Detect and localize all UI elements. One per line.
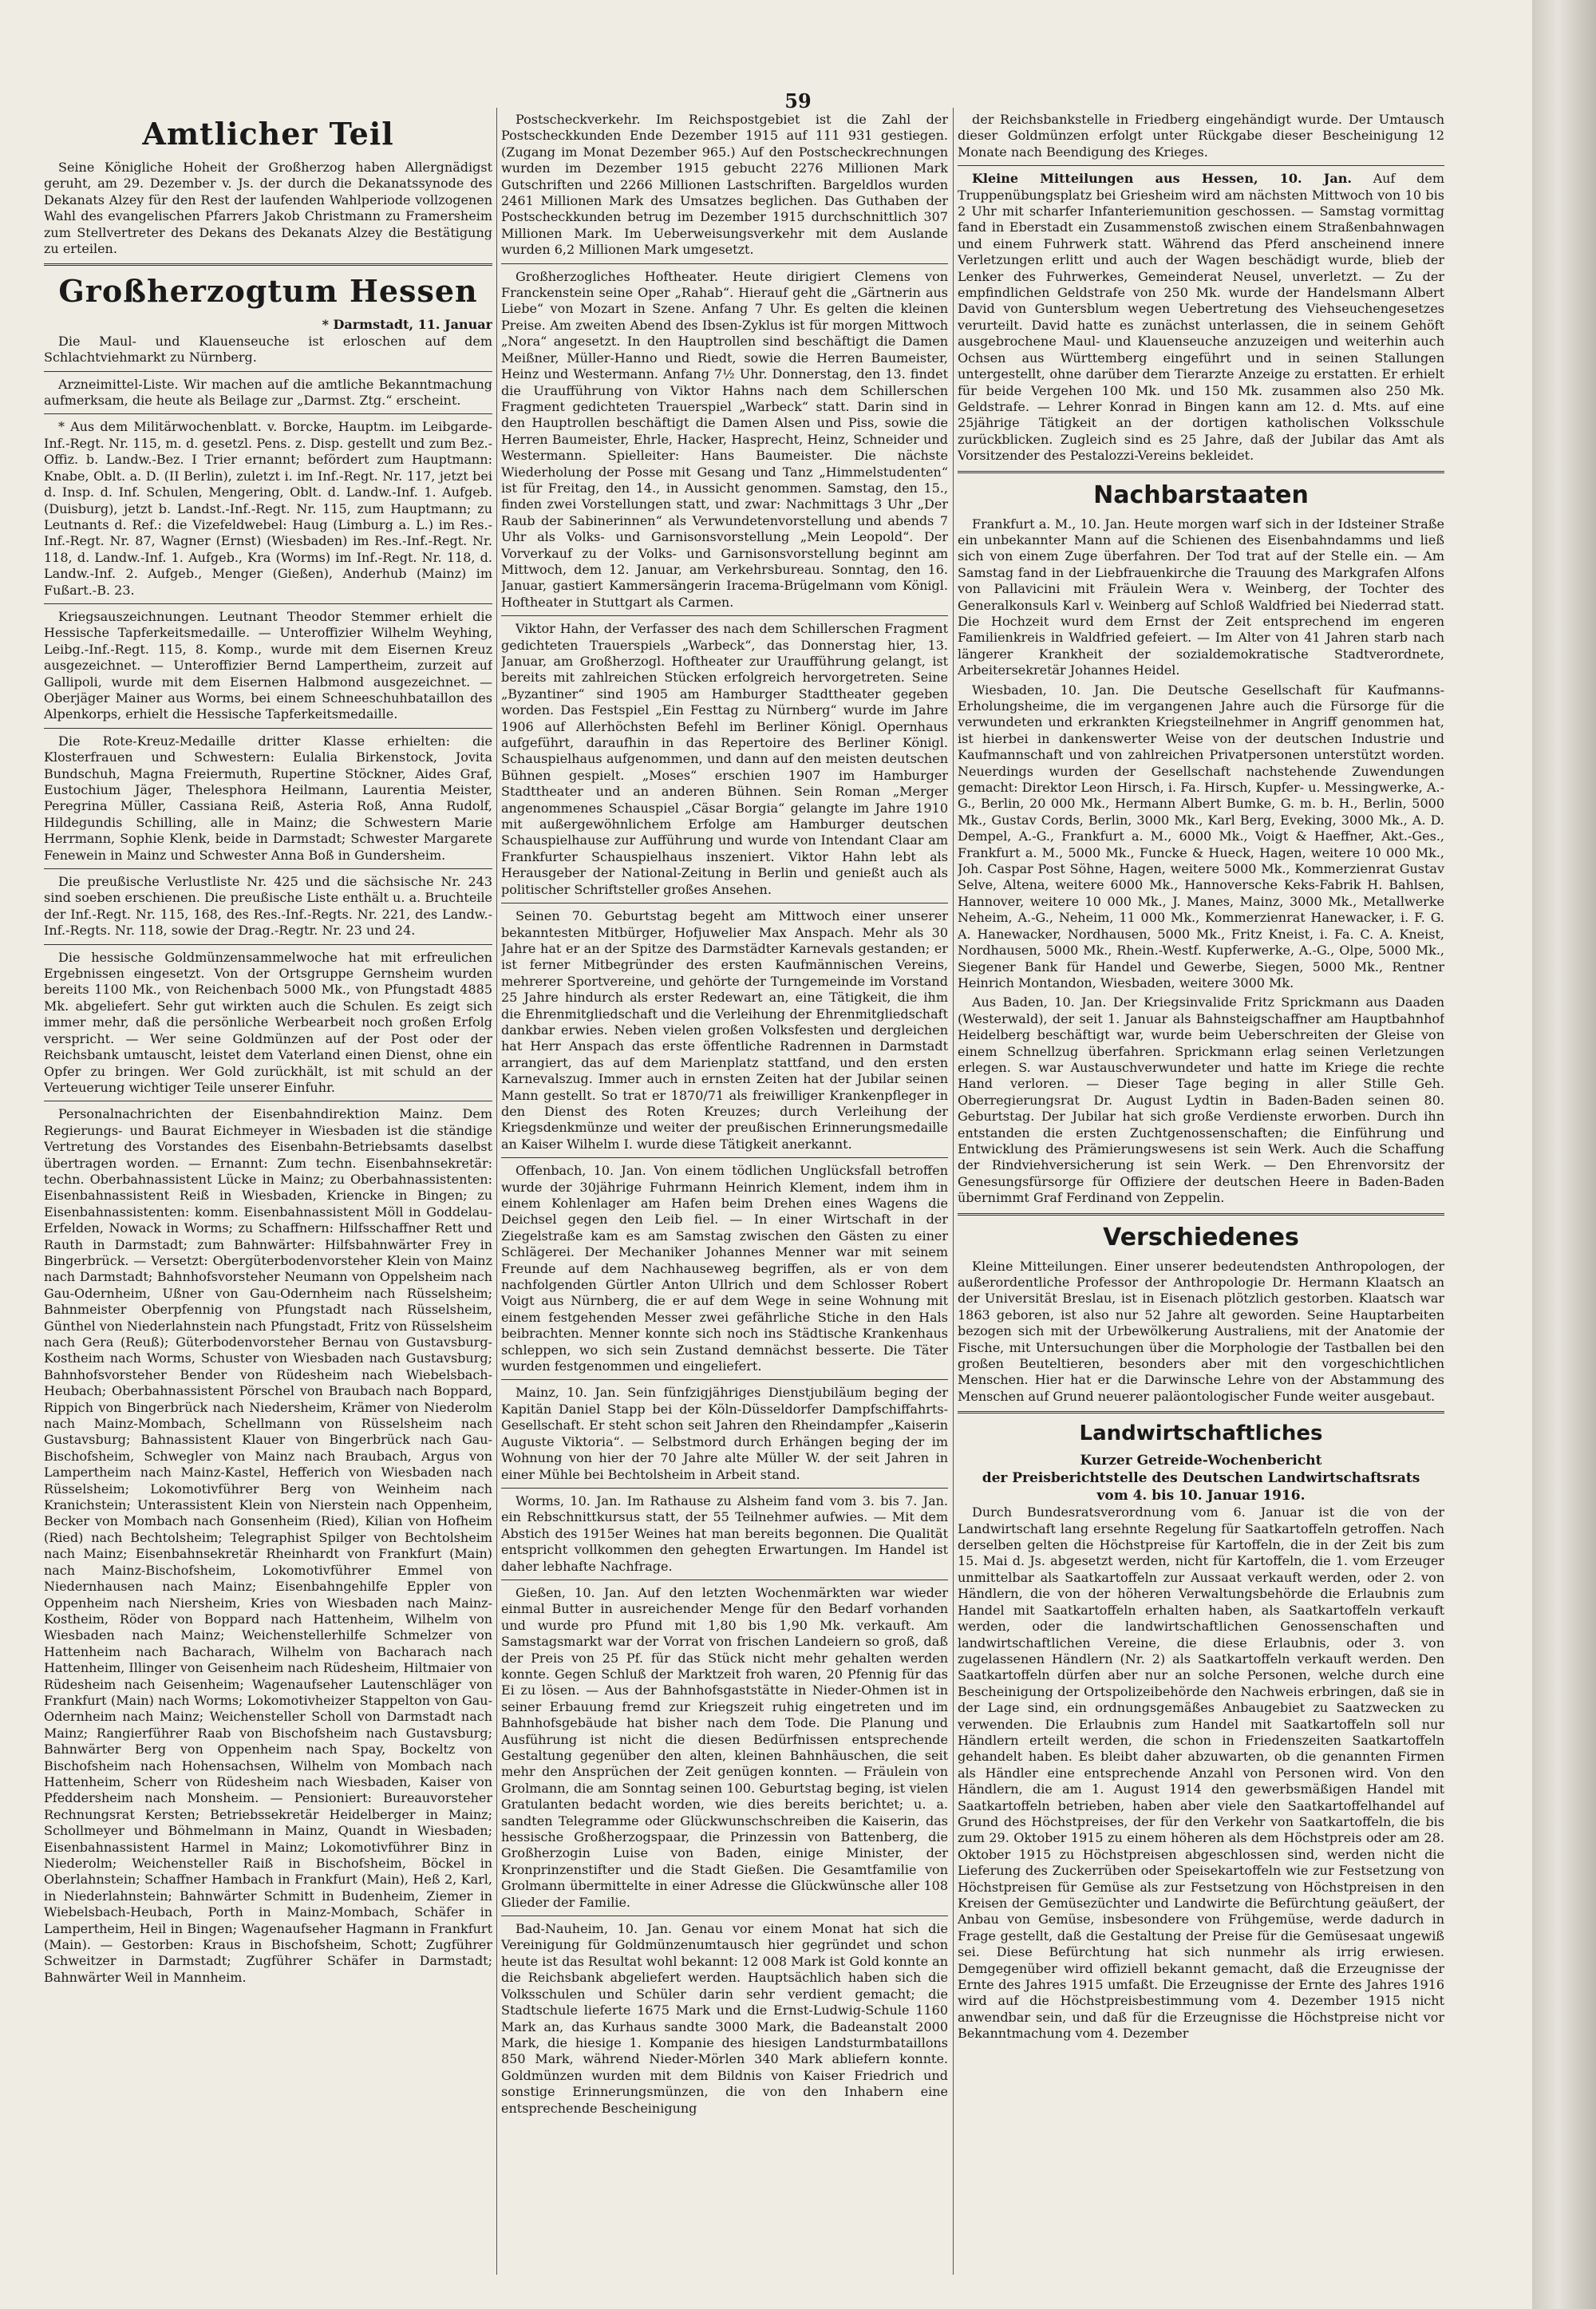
- section-divider: [958, 1213, 1444, 1216]
- personalnachrichten-article: Personalnachrichten der Eisenbahndirektion Mainz. Dem Regierungs- und Baurat Eichmeyer in Wiesbaden ist die ständige Vertretung des Vorstandes des Eisenbahn-Betriebsamts daselbst übertragen worden. — Ernannt: Zum techn. Eisenbahnsekretär: techn. Oberbahnassistent Lücke in Mainz; zu Oberbahnassistenten: Eisenbahnassistent Reiß in Wiesbaden, Kriencke in Bingen; zu Eisenbahnassistenten: komm. Eisenbahnassistent Möll in Goddelau-Erfelden, Nowack in Worms; zu Schaffnern: Hilfsschaffner Rett und Rauth in Darmstadt; zum Bahnwärter: Hilfsbahnwärter Frey in Bingerbrück. — Versetzt: Obergüterbodenvorsteher Klein von Mainz nach Darmstadt; Bahnhofsvorsteher Neumann von Oppelsheim nach Gau-Odernheim, Ußner von Gau-Odernheim nach Rüsselsheim; Bahnmeister Oberpfennig von Pfungstadt nach Rüsselsheim, Günthel von Niederlahnstein nach Pfungstadt, Fritz von Rüsselsheim nach Gera (Reuß); Güterbodenvorsteher Bernau von Gustavsburg-Kostheim nach Worms, Schuster von Wiesbaden nach Gustavsburg; Bahnhofsvorsteher Bender von Rüdesheim nach Wiebelsbach-Heubach; Oberbahnassistent Pörschel von Braubach nach Boppard, Rippich von Bingerbrück nach Niedersheim, Krämer von Niederolm nach Mainz-Mombach, Schellmann von Rüsselsheim nach Gustavsburg; Bahnassistent Klauer von Bingerbrück nach Gau-Bischofsheim, Schwegler von Mainz nach Braubach, Argus von Lampertheim nach Mainz-Kastel, Hefferich von Wiesbaden nach Rüsselsheim; Lokomotivführer Berg von Weinheim nach Kranichstein; Unterassistent Klein von Nierstein nach Oppenheim, Becker von Mombach nach Gonsenheim (Ried), Kilian von Hofheim (Ried) nach Bechtolsheim; Telegraphist Spilger von Bechtolsheim nach Mainz; Eisenbahnsekretär Rheinhardt von Frankfurt (Main) nach Mainz-Bischofsheim, Lokomotivführer Emmel von Niedernhausen nach Mainz; Eisenbahngehilfe Eppler von Oppenheim nach Niersheim, Kries von Wiesbaden nach Mainz-Kostheim, Röder von Boppard nach Hattenheim, Wilhelm von Wiesbaden nach Mainz; Weichenstellerhilfe Schmelzer von Hattenheim nach Bacharach, Wilhelm von Bacharach nach Hattenheim, Illinger von Geisenheim nach Rüdesheim, Hiltmaier von Rüdesheim nach Geisenheim; Wagenaufseher Lautenschläger von Frankfurt (Main) nach Worms; Lokomotivheizer Stappelton von Gau-Odernheim nach Mainz; Weichensteller Scholl von Darmstadt nach Mainz; Rangierführer Raab von Bischofsheim nach Gustavsburg; Bahnwärter Berg von Oppenheim nach Spay, Bockeltz von Bischofsheim nach Hohensachsen, Wilhelm von Mombach nach Hattenheim, Scherr von Rüdesheim nach Wiesbaden, Kaiser von Pfeddersheim nach Monsheim. — Pensioniert: Bureauvorsteher Rechnungsrat Kersten; Betriebssekretär Heidelberger in Mainz; Schollmeyer und Böhmelmann in Mainz, Quandt in Wiesbaden; Eisenbahnassistent Harmel in Mainz; Lokomotivführer Binz in Niederolm; Weichensteller Raiß in Bischofsheim, Böckel in Oberlahnstein; Schaffner Hambach in Frankfurt (Main), Heß 2, Karl, in Niederlahnstein; Bahnwärter Schmitt in Budenheim, Ziemer in Wiebelsbach-Heubach, Porth in Mainz-Mombach, Schäfer in Lampertheim, Heil in Bingen; Wagenaufseher Hagmann in Frankfurt (Main). — Gestorben: Kraus in Bischofsheim, Schott; Zugführer Schweitzer in Darmstadt; Zugführer Schäfer in Darmstadt; Bahnwärter Weil in Mannheim.: [44, 1106, 492, 1985]
- bad-nauheim-article: Bad-Nauheim, 10. Jan. Genau vor einem Monat hat sich die Vereinigung für Goldmünzenumtausch hier gegründet und schon heute ist das Resultat wohl bekannt: 12 008 Mark ist Gold konnte an die Reichsbank abgeliefert werden. Hauptsächlich haben sich die Volksschulen und Schüler darin sehr verdient gemacht; die Stadtschule lieferte 1675 Mark und die Ernst-Ludwig-Schule 1160 Mark an, das Kurhaus sandte 3000 Mark, die Badeanstalt 2000 Mark, die hiesige 1. Kompanie des hiesigen Landsturmbataillons 850 Mark, während Nieder-Mörlen 340 Mark abliefern konnte. Goldmünzen wurden mit dem Bildnis von Kaiser Friedrich und sonstige Erinnerungsmünzen, die von den Inhabern eine entsprechende Bescheinigung: [501, 1921, 948, 2116]
- maul-klauen-article: Die Maul- und Klauenseuche ist erloschen auf dem Schlachtviehmarkt zu Nürnberg.: [44, 333, 492, 366]
- article-divider: [44, 413, 492, 414]
- wiesbaden-article: Wiesbaden, 10. Jan. Die Deutsche Gesellschaft für Kaufmanns-Erholungsheime, die im vergangenen Jahre auch die Fürsorge für die verwundeten und erkrankten Kriegsteilnehmer in Angriff genommen hat, ist hierbei in dankenswerter Weise von der deutschen Industrie und Kaufmannschaft und von zahlreichen Privatpersonen unterstützt worden. Neuerdings wurden der Gesellschaft nachstehende Zuwendungen gemacht: Direktor Leon Hirsch, i. Fa. Hirsch, Kupfer- u. Messingwerke, A.-G., Berlin, 20 000 Mk., Hermann Albert Bumke, G. m. b. H., Berlin, 5000 Mk., Gustav Cords, Berlin, 3000 Mk., Karl Berg, Eveking, 3000 Mk., A. D. Dempel, A.-G., Frankfurt a. M., 6000 Mk., Voigt & Haeffner, Akt.-Ges., Frankfurt a. M., 5000 Mk., Funcke & Hueck, Hagen, weitere 10 000 Mk., Joh. Caspar Post Söhne, Hagen, weitere 5000 Mk., Kommerzienrat Gustav Selve, Altena, weitere 6000 Mk., Hannoversche Keks-Fabrik H. Bahlsen, Hannover, weitere 10 000 Mk., J. Manes, Mainz, 3000 Mk., Metallwerke Neheim, A.-G., Neheim, 11 000 Mk., Kommerzienrat Hanewacker, i. F. G. A. Hanewacker, Nordhausen, 5000 Mk., Fritz Kneist, i. Fa. C. A. Kneist, Nordhausen, 5000 Mk., Rhein.-Westf. Kupferwerke, A.-G., Olpe, 5000 Mk., Siegener Bank für Handel und Gewerbe, Siegen, 5000 Mk., Rentner Heinrich Montandon, Wiesbaden, weitere 3000 Mk.: [958, 682, 1444, 990]
- offenbach-article: Offenbach, 10. Jan. Von einem tödlichen Unglücksfall betroffen wurde der 30jährige Fuhrmann Heinrich Klement, indem ihm in einem Kohlenlager am Hafen beim Drehen eines Wagens die Deichsel gegen den Leib fiel. — In einer Wirtschaft in der Ziegelstraße kam es am Samstag zwischen den Gästen zu einer Schlägerei. Der Mechaniker Johannes Menner war mit seinem Freunde auf dem Nachhauseweg begriffen, als er von dem nachfolgenden Gürtler Anton Ullrich und dem Schlosser Robert Voigt aus Nürnberg, die er auf dem Wege in seine Wohnung mit einem festgehenden Messer zwei gefährliche Stiche in den Hals beibrachten. Menner konnte sich noch ins Städtische Krankenhaus schleppen, wo sich sein Zustand demnächst besserte. Die Täter wurden festgenommen und eingeliefert.: [501, 1163, 948, 1374]
- article-divider: [44, 371, 492, 372]
- article-divider: [44, 868, 492, 869]
- worms-article: Worms, 10. Jan. Im Rathause zu Alsheim fand vom 3. bis 7. Jan. ein Rebschnittkursus statt, der 55 Teilnehmer aufwies. — Mit dem Abstich des 1915er Weines hat man bereits begonnen. Die Qualität entspricht vollkommen den gehegten Erwartungen. Im Handel ist daher lebhafte Nachfrage.: [501, 1493, 948, 1574]
- landwirtschaft-subheading-3: vom 4. bis 10. Januar 1916.: [1096, 1488, 1306, 1504]
- geburtstag-article: Seinen 70. Geburtstag begeht am Mittwoch einer unserer bekanntesten Mitbürger, Hofjuwelier Max Anspach. Mehr als 30 Jahre hat er an der Spitze des Darmstädter Karnevals gestanden; er ist ferner Mitbegründer des ersten Kaufmännischen Vereins, mehrerer Sportvereine, und gehörte der Turngemeinde im Vorstand 25 Jahre hindurch als erster Redewart an, eine Tätigkeit, die ihm die Ehrenmitgliedschaft und die Verleihung der Ehrenmitgliedschaft dankbar erwies. Neben vielen großen Volksfesten und dergleichen hat Herr Anspach das erste öffentliche Radrennen in Darmstadt arrangiert, das auf dem Marienplatz stattfand, und den ersten Karnevalszug. Immer auch in ernsten Zeiten hat der Jubilar seinen Mann gestellt. So trat er 1870/71 als freiwilliger Krankenpfleger in den Dienst des Roten Kreuzes; durch Verleihung der Kriegsdenkmünze und weiter der preußischen Erinnerungsmedaille an Kaiser Wilhelm I. wurde diese Tätigkeit anerkannt.: [501, 908, 948, 1152]
- article-divider: [501, 1157, 948, 1158]
- frankfurt-article: Frankfurt a. M., 10. Jan. Heute morgen warf sich in der Idsteiner Straße ein unbekannter Mann auf die Schienen des Eisenbahndamms und ließ sich von einem Zuge überfahren. Der Tod trat auf der Stelle ein. — Am Samstag fand in der Liebfrauenkirche die Trauung des Markgrafen Alfons von Pallavicini mit Fräulein Wera v. Weinberg, der Tochter des Generalkonsuls Karl v. Weinberg auf Schloß Waldfried bei Niederrad statt. Die Hochzeit wurd dem Ernst der Zeit entsprechend im engeren Familienkreis in Waldfried gefeiert. — Im Alter von 41 Jahren starb nach längerer Krankheit der sozialdemokratische Stadtverordnete, Arbeitersekretär Johannes Heidel.: [958, 516, 1444, 678]
- column-3: [958, 112, 1444, 2267]
- landwirtschaft-subheading-1: Kurzer Getreide-Wochenbericht: [1080, 1453, 1322, 1469]
- goldmuenzen-continuation: der Reichsbankstelle in Friedberg eingehändigt wurde. Der Umtausch dieser Goldmünzen erfolgt unter Rückgabe dieser Bescheinigung 12 Monate nach Beendigung des Krieges.: [958, 112, 1444, 160]
- arzneimittel-article: Arzneimittel-Liste. Wir machen auf die amtliche Bekanntmachung aufmerksam, die heute als Beilage zur „Darmst. Ztg.“ erscheint.: [44, 376, 492, 409]
- viktor-hahn-article: Viktor Hahn, der Verfasser des nach dem Schillerschen Fragment gedichteten Trauerspiels „Warbeck“, das Donnerstag hier, 13. Januar, am Großherzogl. Hoftheater zur Uraufführung gelangt, ist bereits mit zahlreichen Stücken erfolgreich hervorgetreten. Seine „Byzantiner“ sind 1905 am Hamburger Stadttheater gegeben worden. Das Festspiel „Ein Festtag zu Nürnberg“ wurde im Jahre 1906 auf Allerhöchsten Befehl im Berliner Königl. Opernhaus aufgeführt, daraufhin in das Repertoire des Berliner Königl. Schauspielhaus aufgenommen, und dann auf den meisten deutschen Bühnen gespielt. „Moses“ erschien 1907 im Hamburger Stadttheater und an anderen Bühnen. Sein Roman „Merger angenommenes Schauspiel „Cäsar Borgia“ gelangte im Jahre 1910 mit außergewöhnlichem Erfolge am Hamburger deutschen Schauspielhause zur Aufführung und wurde von Intendant Claar am Frankfurter Schauspielhaus inszeniert. Viktor Hahn lebt als Herausgeber der National-Zeitung in Berlin und genießt auch als politischer Schriftsteller großes Ansehen.: [501, 621, 948, 897]
- kleine-mitteilungen-hessen-article: [958, 171, 1444, 464]
- rote-kreuz-article: Die Rote-Kreuz-Medaille dritter Klasse erhielten: die Klosterfrauen und Schwestern: Eulalia Birkenstock, Jovita Bundschuh, Magna Freiermuth, Rupertine Stöckner, Aides Graf, Eustochium Jäger, Thelesphora Heilmann, Laurentia Meister, Peregrina Müller, Cassiana Reiß, Asteria Roß, Anna Rudolf, Hildegundis Schilling, alle in Mainz; die Schwestern Marie Herrmann, Sophie Klenk, beide in Darmstadt; Schwester Margarete Fenewein in Mainz und Schwester Anna Boß in Gundersheim.: [44, 733, 492, 863]
- verlustliste-article: Die preußische Verlustliste Nr. 425 und die sächsische Nr. 243 sind soeben erschienen. Die preußische Liste enthält u. a. Bruchteile der Inf.-Regt. Nr. 115, 168, des Res.-Inf.-Regts. Nr. 221, des Landw.-Inf.-Regts. Nr. 118, sowie der Drag.-Regtr. Nr. 23 und 24.: [44, 874, 492, 939]
- kleine-mitteilungen-hessen-lead: Kleine Mitteilungen aus Hessen, 10. Jan.: [972, 171, 1352, 187]
- verschiedenes-heading: Verschiedenes: [1103, 1223, 1299, 1251]
- kriegsauszeichnungen-article: Kriegsauszeichnungen. Leutnant Theodor Stemmer erhielt die Hessische Tapferkeitsmedaille. — Unteroffizier Wilhelm Weyhing, Leibg.-Inf.-Regt. 115, 8. Komp., wurde mit dem Eisernen Kreuz ausgezeichnet. — Unteroffizier Bernd Lampertheim, zurzeit auf Gallipoli, wurde mit dem Eisernen Halbmond ausgezeichnet. — Oberjäger Mainer aus Worms, bei einem Schneeschuhbataillon des Alpenkorps, erhielt die Hessische Tapferkeitsmedaille.: [44, 608, 492, 722]
- postscheck-article: Postscheckverkehr. Im Reichspostgebiet ist die Zahl der Postscheckkunden Ende Dezember 1915 auf 111 931 gestiegen. (Zugang im Monat Dezember 965.) Auf den Postscheckrechnungen wurden im Dezember 1915 gebucht 2276 Millionen Mark Gutschriften und 2266 Millionen Lastschriften. Bargeldlos wurden 2461 Millionen Mark des Umsatzes beglichen. Das Guthaben der Postscheckkunden betrug im Dezember 1915 durchschnittlich 307 Millionen Mark. Im Ueberweisungsverkehr mit dem Auslande wurden 6,2 Millionen Mark umgesetzt.: [501, 112, 948, 258]
- article-divider: [501, 263, 948, 264]
- landwirtschaft-article: Durch Bundesratsverordnung vom 6. Januar ist die von der Landwirtschaft lang ersehnte Regelung für Saatkartoffeln getroffen. Nach derselben gelten die Höchstpreise für Kartoffeln, die in der Zeit bis zum 15. Mai d. Js. abgesetzt werden, nicht für Kartoffeln, die 1. vom Erzeuger unmittelbar als Saatkartoffeln zur Aussaat verkauft werden, oder 2. von Händlern, die von der höheren Verwaltungsbehörde die Erlaubnis zum Handel mit Saatkartoffeln erhalten haben, als Saatkartoffeln verkauft werden, oder die landwirtschaftlichen Genossenschaften und landwirtschaftlichen Vereine, die diese Erlaubnis, oder 3. von zugelassenen Händlern (Nr. 2) als Saatkartoffeln verkauft werden. Den Saatkartoffeln dürfen aber nur an solche Personen, welche durch eine Bescheinigung der Ortspolizeibehörde den Nachweis erbringen, daß sie in der Lage sind, ein ordnungsgemäßes Anbaugebiet zu Saatzwecken zu verwenden. Die Erlaubnis zum Handel mit Saatkartoffeln soll nur Händlern erteilt werden, die schon in Friedenszeiten Saatkartoffeln gehandelt haben. Es bleibt daher abzuwarten, ob die genannten Firmen als Händler eine entsprechende Anzahl von Personen wird. Von den Händlern, die am 1. August 1914 den gewerbsmäßigen Handel mit Saatkartoffeln betrieben, haben aber viele den Saatkartoffelhandel auf Grund des Höchstpreises, der für den Verkehr von Saatkartoffeln, die bis zum 29. Oktober 1915 zu einem höheren als dem Höchstpreis oder am 28. Oktober 1915 zu Höchstpreisen abgeschlossen sind, werden nicht die Lieferung des Zuckerrüben oder Speisekartoffeln wie zur Festsetzung von Höchstpreisen für Gemüse als zur Festsetzung von Höchstpreisen in den Kreisen der Gemüsezüchter und Landwirte die Befürchtung geäußert, der Anbau von Gemüse, insbesondere von Frühgemüse, werde dadurch in Frage gestellt, daß die Gestaltung der Preise für die Gemüsesaat ungewiß sei. Diese Befürchtung hat sich nunmehr als irrig erwiesen. Demgegenüber wird offiziell bekannt gemacht, daß die Erzeugnisse der Ernte des Jahres 1915 umfaßt. Die Erzeugnisse der Ernte des Jahres 1916 wird auf die Höchstpreisbestimmung vom 4. Dezember 1915 nicht anwendbar sein, und daß für die Erzeugnisse die Höchstpreise nicht vor Bekanntmachung vom 4. Dezember: [958, 1504, 1444, 2042]
- nachbarstaaten-heading: Nachbarstaaten: [1093, 480, 1309, 509]
- landwirtschaft-subheading-2: der Preisberichtstelle des Deutschen Landwirtschaftsrats: [982, 1470, 1420, 1487]
- militaerwochenblatt-article: * Aus dem Militärwochenblatt. v. Borcke, Hauptm. im Leibgarde-Inf.-Regt. Nr. 115, m. d. gesetzl. Pens. z. Disp. gestellt und zum Bez.-Offiz. b. Landw.-Bez. I Trier ernannt; befördert zum Hauptmann: Knabe, Oblt. a. D. (II Berlin), zuletzt i. im Inf.-Regt. Nr. 117, jetzt bei d. Insp. d. Inf. Schulen, Mengering, Oblt. d. Landw.-Inf. 1. Aufgeb. (Duisburg), jetzt b. Landst.-Inf.-Regt. Nr. 115, zum Hauptmann; zu Leutnants d. Ref.: die Vizefeldwebel: Haug (Limburg a. L.) im Res.-Inf.-Regt. Nr. 87, Wagner (Ernst) (Wiesbaden) im Res.-Inf.-Regt. Nr. 118, d. Landw.-Inf. 1. Aufgeb., Kra (Worms) im Inf.-Regt. Nr. 118, d. Landw.-Inf. 2. Aufgeb., Menger (Gießen), Anderhub (Mainz) im Fußart.-B. 23.: [44, 419, 492, 598]
- column-rule-2: [953, 108, 954, 2275]
- article-divider: [958, 165, 1444, 166]
- amtlicher-teil-text: Seine Königliche Hoheit der Großherzog haben Allergnädigst geruht, am 29. Dezember v. Js. der durch die Dekanatssynode des Dekanats Alzey für den Rest der laufenden Wahlperiode vollzogenen Wahl des evangelischen Pfarrers Jakob Christmann zu Framersheim zum Stellvertreter des Dekans des Dekanats Alzey die Bestätigung zu erteilen.: [44, 160, 492, 257]
- kleine-mitteilungen-hessen-text: Auf dem Truppenübungsplatz bei Griesheim wird am nächsten Mittwoch von 10 bis 2 Uhr mit scharfer Infanteriemunition geschossen. — Samstag vormittag fand in Eberstadt ein Zusammenstoß zwischen einem Straßenbahnwagen und einem Fuhrwerk statt. Während das Pferd anscheinend innere Verletzungen erlitt und auch der Wagen beschädigt wurde, blieb der Lenker des Fuhrwerkes, Gemeinderat Neusel, unverletzt. — Zu der empfindlichen Geldstrafe von 250 Mk. wurde der Handelsmann Albert David von Guntersblum wegen Uebertretung des Viehseuchengesetzes verurteilt. David hatte es zunächst unterlassen, die in seinem Gehöft ausgebrochene Maul- und Klauenseuche anzuzeigen und weiterhin auch Ochsen aus Württemberg eingeführt und in seinen Stallungen untergestellt, ohne darüber dem Tierarzte Anzeige zu erstatten. Er erhielt für beide Vergehen 100 Mk. und 150 Mk. zusammen also 250 Mk. Geldstrafe. — Lehrer Konrad in Bingen kann am 12. d. Mts. auf eine 25jährige Tätigkeit an der dortigen katholischen Volksschule zurückblicken. Zugleich sind es 25 Jahre, daß der Jubilar das Amt als Vorsitzender des Pestalozzi-Vereins bekleidet.: [958, 171, 1444, 464]
- page-number: 59: [784, 89, 812, 113]
- hessen-dateline: * Darmstadt, 11. Januar: [322, 317, 492, 333]
- verschiedenes-article: Kleine Mitteilungen. Einer unserer bedeutendsten Anthropologen, der außerordentliche Professor der Anthropologie Dr. Hermann Klaatsch an der Universität Breslau, ist in Eisenach plötzlich gestorben. Klaatsch war 1863 geboren, ist also nur 52 Jahre alt geworden. Seine Hauptarbeiten bezogen sich mit der Urbewölkerung Australiens, mit der Anatomie der Fische, mit Untersuchungen über die Morphologie der Tastballen bei den großen Beuteltieren, besonders aber mit den vorgeschichtlichen Menschen. Hier hat er die Darwinsche Lehre von der Abstammung des Menschen auf Grund neuerer paläontologischer Funde weiter ausgebaut.: [958, 1258, 1444, 1404]
- column-1: [44, 112, 492, 2267]
- article-divider: [501, 1379, 948, 1380]
- page-binding-edge: [1532, 0, 1596, 2309]
- goldmuenzen-article: Die hessische Goldmünzensammelwoche hat mit erfreulichen Ergebnissen eingesetzt. Von der Ortsgruppe Gernsheim wurden bereits 1100 Mk., von Reichenbach 5000 Mk., von Pfungstadt 4885 Mk. abgeliefert. Sehr gut wirkten auch die Schulen. Es zeigt sich immer mehr, daß die persönliche Werbearbeit noch großen Erfolg verspricht. — Wer seine Goldmünzen auf der Post oder der Reichsbank umtauscht, leistet dem Vaterland einen Dienst, ohne ein Opfer zu bringen. Wer Gold zurückhält, ist mit schuld an der Verteuerung wichtiger Teile unserer Einfuhr.: [44, 949, 492, 1095]
- article-divider: [44, 944, 492, 945]
- article-divider: [44, 728, 492, 729]
- article-divider: [44, 603, 492, 604]
- baden-article: Aus Baden, 10. Jan. Der Kriegsinvalide Fritz Sprickmann aus Daaden (Westerwald), der seit 1. Januar als Bahnsteigschaffner am Hauptbahnhof Heidelberg beschäftigt war, wurde beim Ueberschreiten der Gleise von einem Schnellzug überfahren. Sprickmann erlag seinen Verletzungen erlegen. S. war Austauschverwundeter und hatte im Kriege die rechte Hand verloren. — Dieser Tage beging in aller Stille Geh. Oberregierungsrat Dr. August Lydtin in Baden-Baden seinen 80. Geburtstag. Der Jubilar hat sich große Verdienste erworben. Durch ihn entstanden die ersten Zuchtgenossenschaften; die Einführung und Entwicklung des Prämierungswesens ist sein Werk. Auch die Schaffung der Rindviehversicherung ist sein Werk. — Den Ehrenvorsitz der Genesungsfürsorge für Offiziere der deutschen Heere in Baden-Baden übernimmt Graf Ferdinand von Zeppelin.: [958, 994, 1444, 1206]
- giessen-article: Gießen, 10. Jan. Auf den letzten Wochenmärkten war wieder einmal Butter in ausreichender Menge für den Bedarf vorhanden und wurde pro Pfund mit 1,80 bis 1,90 Mk. verkauft. Am Samstagsmarkt war der Vorrat von frischen Landeiern so groß, daß der Preis von 25 Pf. für das Stück nicht mehr gehalten werden konnte. Gegen Schluß der Marktzeit froh waren, 20 Pfennig für das Ei zu lösen. — Aus der Bahnhofsgaststätte in Nieder-Ohmen ist in seiner Erbauung fremd zur Kriegszeit ruhig eingetreten und im Bahnhofsgebäude hat bisher nach dem Tode. Die Planung und Ausführung ist nicht die diesen Bedürfnissen entsprechende Gestaltung gegenüber den alten, kleinen Bahnhäuschen, die seit mehr den Ansprüchen der Zeit genügen konnten. — Fräulein von Grolmann, die am Sonntag seinen 100. Geburtstag beging, ist vielen Gratulanten bedacht worden, wie dies bereits berichtet; u. a. sandten Telegramme oder Glückwunschschreiben die Kaiserin, das hessische Großherzogspaar, die Prinzessin von Battenberg, die Großherzogin Luise von Baden, einige Minister, der Kronprinzenstifter und die Stadt Gießen. Die Gesamtfamilie von Grolmann übermittelte in einer Adresse die Glückwünsche aller 108 Glieder der Familie.: [501, 1584, 948, 1910]
- article-divider: [501, 1488, 948, 1489]
- mainz-article: Mainz, 10. Jan. Sein fünfzigjähriges Dienstjubiläum beging der Kapitän Daniel Stapp bei der Köln-Düsseldorfer Dampfschiffahrts-Gesellschaft. Er steht schon seit Jahren den Rheindampfer „Kaiserin Auguste Viktoria“. — Selbstmord durch Erhängen beging der im Wohnung von hier der 70 Jahre alte Müller W. der seit Jahren in einer Mühle bei Bechtolsheim in Arbeit stand.: [501, 1385, 948, 1482]
- landwirtschaftliches-heading: Landwirtschaftliches: [1079, 1421, 1323, 1446]
- amtlicher-teil-heading: Amtlicher Teil: [142, 116, 394, 152]
- column-2: [501, 112, 948, 2267]
- section-divider: [958, 1411, 1444, 1413]
- section-divider: [44, 263, 492, 266]
- section-divider: [958, 471, 1444, 473]
- hoftheater-article: Großherzogliches Hoftheater. Heute dirigiert Clemens von Franckenstein seine Oper „Rahab“. Hierauf geht die „Gärtnerin aus Liebe“ von Mozart in Szene. Anfang 7 Uhr. Es gelten die kleinen Preise. Am zweiten Abend des Ibsen-Zyklus ist für morgen Mittwoch „Nora“ angesetzt. In den Hauptrollen sind beschäftigt die Damen Meißner, Müller-Hanno und Riedt, sowie die Herren Baumeister, Heinz und Westermann. Anfang 7½ Uhr. Donnerstag, den 13. findet die Uraufführung von Viktor Hahns nach dem Schillerschen Fragment gedichteten Trauerspiel „Warbeck“ statt. Darin sind in den Hauptrollen beschäftigt die Damen Alsen und Piss, sowie die Herren Baumeister, Ehrle, Hacker, Hasprecht, Heinz, Schneider und Westermann. Spielleiter: Hans Baumeister. Die nächste Wiederholung der Posse mit Gesang und Tanz „Himmelstudenten“ ist für Freitag, den 14., in Aussicht genommen. Samstag, den 15., finden zwei Vorstellungen statt, und zwar: Nachmittags 3 Uhr „Der Raub der Sabinerinnen“ als Verwundetenvorstellung und abends 7 Uhr als Volks- und Garnisonsvorstellung „Mein Leopold“. Der Vorverkauf zu der Volks- und Garnisonsvorstellung beginnt am Mittwoch, dem 12. Januar, am Verkehrsbureau. Sonntag, den 16. Januar, gastiert Kammersängerin Iracema-Brügelmann vom Königl. Hoftheater in Stuttgart als Carmen.: [501, 268, 948, 610]
- article-divider: [501, 615, 948, 616]
- hessen-heading: Großherzogtum Hessen: [58, 273, 478, 310]
- column-rule-1: [496, 108, 497, 2275]
